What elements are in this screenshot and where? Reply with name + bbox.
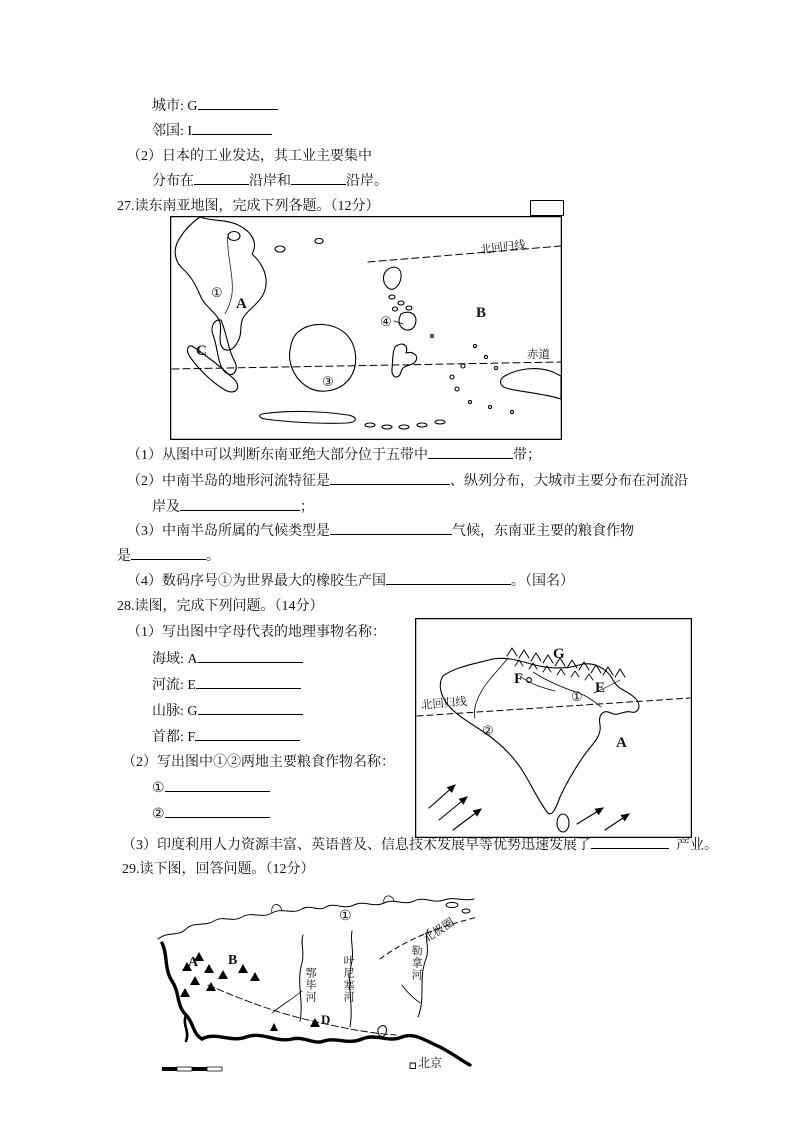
q27-item2b-end: ； — [300, 500, 314, 515]
southeast-asia-map — [170, 216, 562, 440]
q28-item2 — [122, 753, 395, 772]
q28-item1 — [127, 623, 386, 642]
q27-item4-end: 。（国名） — [511, 574, 574, 589]
japan-distrib-mid: 沿岸和 — [249, 174, 291, 189]
india-marker-2: ② — [482, 723, 494, 738]
india-marker-F: F — [514, 671, 524, 687]
q28-title — [117, 597, 324, 616]
q27-item1-end: 带； — [513, 448, 541, 463]
map-marker-1: ① — [211, 285, 223, 300]
q27-title — [117, 197, 380, 216]
q27-item4-blank — [386, 572, 511, 585]
q28-crop1-blank — [165, 779, 270, 792]
q28-crop2-line — [152, 805, 270, 824]
q27-item3 — [127, 522, 634, 541]
ob-river-label: 鄂毕河 — [304, 967, 317, 1003]
q28-mountain-line — [152, 702, 303, 721]
russia-marker-D: D — [321, 1012, 331, 1027]
q27-title-text: 27.读东南亚地图，完成下列各题。（12分） — [117, 199, 380, 214]
q28-crop1-line — [152, 779, 270, 798]
q27-item4 — [127, 572, 574, 591]
q28-sea-blank — [198, 650, 303, 663]
q28-river-line — [152, 676, 301, 695]
city-text: 城市: G — [152, 99, 198, 114]
q28-title-text: 28.读图，完成下列问题。（14分） — [117, 599, 324, 614]
q28-item3 — [122, 836, 718, 855]
q27-item3b-blank — [131, 547, 206, 560]
map-inset-box — [530, 200, 564, 216]
q27-item1-blank — [428, 446, 513, 459]
q27-item1 — [127, 446, 541, 465]
arctic-circle-label: 北极圈 — [421, 916, 457, 946]
q28-capital-blank — [195, 728, 300, 741]
japan-blank-2 — [291, 172, 346, 185]
q28-sea-line — [152, 650, 303, 669]
q28-item3-pre: （3）印度利用人力资源丰富、英语普及、信息技术发展早等优势迅速发展了 — [122, 838, 591, 853]
line-neighbor — [152, 122, 272, 141]
lena-river-label: 勒拿河 — [410, 945, 423, 981]
q28-sea-text: 海域: A — [152, 652, 198, 667]
japan-distrib-end: 沿岸。 — [346, 174, 388, 189]
russia-map — [152, 893, 482, 1085]
india-marker-A: A — [616, 735, 627, 751]
q28-river-blank — [196, 676, 301, 689]
line-city — [152, 97, 278, 116]
q27-item3-mid: 气候，东南亚主要的粮食作物 — [452, 524, 634, 539]
russia-marker-B: B — [228, 953, 238, 968]
q28-crop2-blank — [165, 805, 270, 818]
q28-river-text: 河流: E — [152, 678, 196, 693]
map-marker-A: A — [236, 296, 247, 312]
neighbor-blank — [192, 122, 272, 135]
yenisei-river-label: 叶尼塞河 — [342, 955, 355, 1003]
q28-mountain-text: 山脉: G — [152, 704, 198, 719]
q28-item2-text: （2）写出图中①②两地主要粮食作物名称： — [122, 755, 395, 770]
map-marker-3: ③ — [322, 374, 334, 389]
q27-item4-pre: （4）数码序号①为世界最大的橡胶生产国 — [127, 574, 386, 589]
q29-title-text: 29.读下图，回答问题。（12分） — [122, 862, 315, 877]
q27-item2b — [152, 498, 314, 517]
q27-item3-pre: （3）中南半岛所属的气候类型是 — [127, 524, 330, 539]
neighbor-text: 邻国: I — [152, 124, 193, 139]
q28-mountain-blank — [198, 702, 303, 715]
q27-item2-blank — [330, 472, 450, 485]
q27-item3b-end: 。 — [206, 549, 220, 564]
japan-distrib-pre: 分布在 — [152, 174, 194, 189]
tropic-of-cancer-label: 北回归线 — [479, 239, 527, 257]
japan-blank-1 — [194, 172, 249, 185]
india-marker-G: G — [553, 646, 565, 662]
q27-item2b-blank — [180, 498, 300, 511]
line-japan-distribution — [152, 172, 388, 191]
line-japan-industry — [127, 147, 372, 166]
india-marker-E: E — [595, 680, 606, 696]
q28-capital-line — [152, 728, 300, 747]
india-map — [415, 618, 692, 838]
beijing-label: 北京 — [418, 1056, 443, 1070]
russia-marker-A: A — [188, 955, 199, 970]
japan-industry-text: （2）日本的工业发达，其工业主要集中 — [127, 149, 372, 164]
q27-item3b — [117, 547, 220, 566]
q27-item2-pre: （2）中南半岛的地形河流特征是 — [127, 474, 330, 489]
q27-item1-pre: （1）从图中可以判断东南亚绝大部分位于五带中 — [127, 448, 428, 463]
q27-item2b-pre: 岸及 — [152, 500, 180, 515]
map-marker-C: C — [196, 343, 207, 359]
equator-label: 赤道 — [527, 349, 550, 361]
q28-crop2-text: ② — [152, 807, 165, 822]
q27-item3b-pre: 是 — [117, 549, 131, 564]
q28-crop1-text: ① — [152, 781, 165, 796]
city-blank — [198, 97, 278, 110]
russia-marker-1: ① — [339, 909, 352, 924]
q27-item2 — [127, 472, 688, 491]
q27-item2-mid: 、纵列分布，大城市主要分布在河流沿 — [450, 474, 688, 489]
q28-item1-text: （1）写出图中字母代表的地理事物名称： — [127, 625, 386, 640]
india-tropic-label: 北回归线 — [420, 696, 468, 712]
q29-title — [122, 860, 315, 879]
q28-capital-text: 首都: F — [152, 730, 196, 745]
q27-item3-blank — [330, 522, 452, 535]
map-marker-B: B — [476, 305, 487, 321]
q28-item3-end: 产业。 — [676, 838, 718, 853]
map-marker-4: ④ — [380, 314, 392, 329]
india-marker-1: ① — [571, 689, 583, 704]
